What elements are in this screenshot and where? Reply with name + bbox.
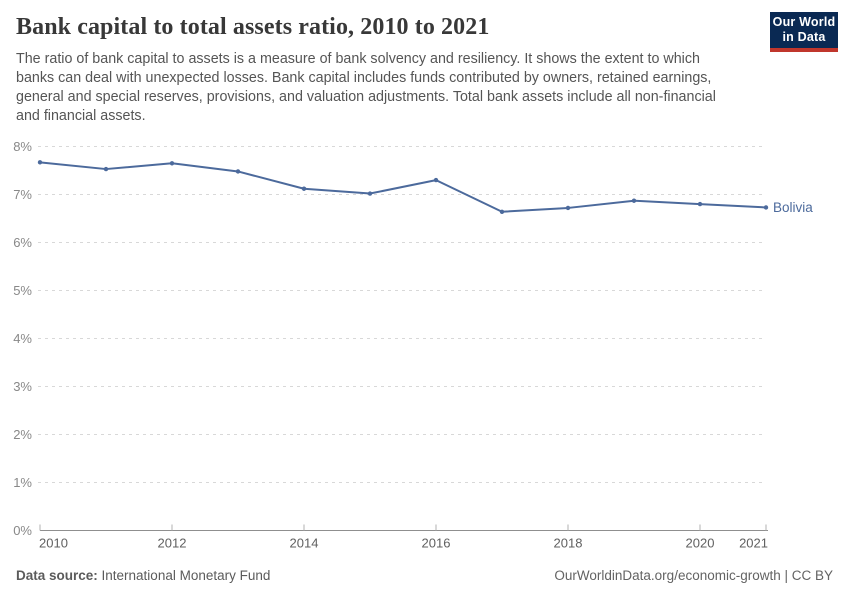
y-axis-label: 1% [13,475,32,490]
x-axis-label: 2018 [553,535,583,551]
chart-subtitle: The ratio of bank capital to assets is a measure of bank solvency and resiliency. It shows the extent to which banks can deal with unexpected losses. Bank capital includes funds contributed by owners, retained earnings, general and special reserves, provisions, and valuation adjustments. Total bank assets include all non-financial and financial assets. [16,51,716,124]
x-axis-label: 2014 [289,535,319,551]
data-source-value: International Monetary Fund [97,568,271,583]
x-axis-label: 2021 [739,535,768,551]
y-axis-label: 7% [13,187,32,202]
line-chart[interactable] [0,130,850,570]
owid-logo[interactable] [770,12,838,52]
chart-header [16,0,834,126]
series-line[interactable] [40,162,766,211]
data-point[interactable] [698,202,702,206]
y-axis-label: 2% [13,427,32,442]
x-axis-label: 2016 [421,535,451,551]
data-point[interactable] [434,178,438,182]
data-source-label: Data source: [16,568,98,583]
data-point[interactable] [236,169,240,173]
data-point[interactable] [170,161,174,165]
y-axis-label: 8% [13,139,32,154]
credit-link[interactable]: OurWorldinData.org/economic-growth | CC BY [554,568,833,583]
x-axis-label: 2020 [685,535,715,551]
data-point[interactable] [368,191,372,195]
y-axis-label: 4% [13,331,32,346]
data-point[interactable] [38,160,42,164]
data-point[interactable] [632,199,636,203]
y-axis-label: 6% [13,235,32,250]
y-axis-label: 5% [13,283,32,298]
y-axis-label: 0% [13,523,32,538]
data-point[interactable] [302,187,306,191]
data-source [16,568,270,583]
owid-logo-line2: in Data [782,30,826,44]
data-point[interactable] [764,205,768,209]
chart-title: Bank capital to total assets ratio, 2010 to 2021 [16,14,490,40]
data-point[interactable] [566,206,570,210]
x-axis-label: 2010 [39,535,68,551]
series-label: Bolivia [773,199,813,215]
y-axis-label: 3% [13,379,32,394]
data-point[interactable] [500,210,504,214]
data-point[interactable] [104,167,108,171]
x-axis-label: 2012 [157,535,187,551]
owid-logo-line1: Our World [772,15,836,29]
